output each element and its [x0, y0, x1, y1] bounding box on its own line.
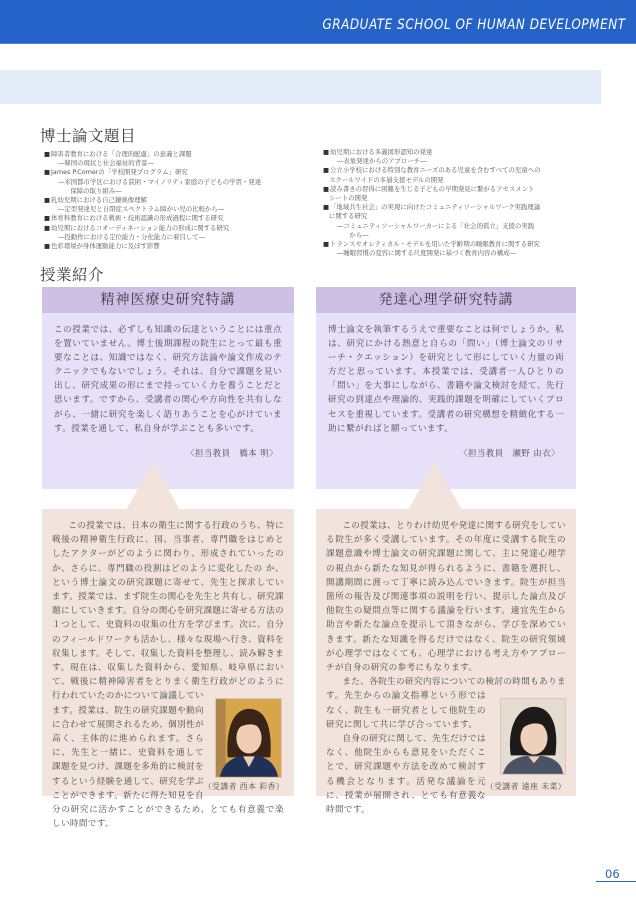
square-bullet-icon: ■	[44, 168, 51, 177]
thesis-subtitle-line: 保障の取り組み―	[64, 186, 122, 195]
course-title: 精神医療史研究特講	[42, 287, 294, 313]
thesis-item	[323, 203, 613, 240]
student-photo	[215, 698, 282, 778]
thesis-title-line: スクールワイドの多層支援モデルの開発	[329, 175, 444, 184]
thesis-title-line: ■乳幼児期における自己鏡映像理解	[44, 196, 147, 205]
student-comment-paragraph: 自身の研究に関して、先生だけではなく、他院生からも意見をいただくことで、研究課題や方法を改めて検討する機会となります。活発な議論を元に、授業が展開され、とても有意義な時間です。	[326, 734, 486, 816]
thesis-subtitle-line: ―韓国の現状と社会福祉的背景―	[58, 159, 154, 168]
square-bullet-icon: ■	[323, 148, 330, 156]
thesis-title-line: ■公立小学校における特別な教育ニーズのある児童を含むすべての児童への	[323, 166, 541, 175]
thesis-subtitle-line: ―表象発達からのアプローチ―	[337, 157, 427, 166]
speech-pointer	[408, 462, 462, 510]
student-name: （受講者 遠座 未菜）	[485, 782, 566, 791]
square-bullet-icon: ■	[323, 166, 330, 175]
student-comment-box	[316, 509, 576, 816]
thesis-item	[323, 148, 613, 166]
thesis-subtitle-line: ―定型発達児と自閉症スペクトラム障がい児の比較から―	[58, 205, 225, 214]
blue-band	[0, 70, 601, 104]
student-photo	[500, 698, 566, 775]
thesis-title-line: ■読み書きの習得に困難を生じる子どもの早期発見に繋がるアセスメント	[323, 184, 535, 193]
thesis-item	[323, 185, 613, 203]
square-bullet-icon: ■	[44, 196, 51, 205]
thesis-item	[323, 240, 613, 258]
course-description: この授業では、必ずしも知識の伝達ということには重点を置いていません。博士後期課程の院生にとって最も重要なことは、知識ではなく、研究方法論や論文作成のテクニックでもないでしょう。それは、自分で課題を見い出し、研究成果の形にまで持っていく力を養うことだと思います。ですから、受講者の関心や方向性を共有しながら、一緒に研究を楽しく語りあうことを心がけています。授業を通して、私自身が学ぶことも多いです。	[54, 325, 282, 434]
thesis-title-line: シートの開発	[329, 194, 368, 203]
thesis-title-line: ■体育科教育における戦術・技術認識の形成過程に関する研究	[44, 214, 224, 223]
thesis-item	[44, 150, 314, 168]
classes-heading: 授業紹介	[40, 266, 105, 284]
square-bullet-icon: ■	[44, 214, 51, 223]
thesis-item	[44, 168, 314, 196]
theses-heading: 博士論文題目	[40, 127, 137, 145]
portrait-image	[501, 699, 565, 774]
thesis-subtitle-line: ―コミュニティソーシャルワーカーによる「社会的孤立」支援の実践	[337, 221, 535, 230]
student-comment-box	[42, 509, 294, 830]
thesis-title-line: ■James P.Comerの「学校開発プログラム」研究	[44, 168, 188, 177]
teacher-name: 〈担当教員 瀬野 由衣〉	[459, 448, 560, 458]
thesis-subtitle-line: ―投動作における定位能力・分化能力に着目して―	[58, 232, 205, 241]
student-comment-paragraph: この授業は、とりわけ幼児や発達に関する研究をしている院生が多く受講しています。その年度に受講する院生の課題意識や博士論文の研究課題に関して、主に発達心理学の視点から新たな知見が得られるように、書籍を選択し、開講期間に渡って丁寧に読み込んでいきます。院生が担当箇所の報告及び関連事項の説明を行い、提示した論点及び他院生の疑問点等に関する議論を行います。適宜先生から助言や新たな論点を提示して頂きながら、学びを深めていきます。新たな知識を得るだけではなく、院生の研究領域が心理学ではなくても、心理学における考え方やアプローチが自身の研究の参考にもなります。	[326, 521, 566, 674]
portrait-image	[216, 699, 281, 777]
thesis-item	[44, 196, 314, 214]
student-comment-paragraph: また、各院生の研究内容についての検討の時間もあります。先生からの論文指導という形ではなく、院生も一研究者として他院生の研究に関して共に学び合っています。	[326, 677, 566, 730]
theses-list-right	[323, 148, 613, 258]
speech-pointer	[126, 462, 180, 510]
square-bullet-icon: ■	[323, 240, 330, 249]
square-bullet-icon: ■	[44, 223, 51, 232]
thesis-item	[323, 166, 613, 184]
teacher-name: 〈担当教員 橋本 明〉	[186, 448, 278, 458]
square-bullet-icon: ■	[44, 150, 51, 158]
thesis-title-line: ■幼児期におけるコオーディネーション能力の形成に関する研究	[44, 223, 230, 232]
thesis-item	[44, 214, 314, 223]
thesis-item	[44, 224, 314, 242]
thesis-title-line: ■色彩環境が身体運動能力に及ぼす影響	[44, 242, 160, 251]
thesis-title-line: に関する研究	[329, 212, 368, 221]
thesis-title-line: ■トランスセオレティカル・モデルを用いた学齢期の睡眠教育に関する研究	[323, 240, 540, 249]
square-bullet-icon: ■	[323, 184, 330, 193]
thesis-title-line: ■「地域共生社会」の実現に向けたコミュニティソーシャルワーク実践理論	[323, 203, 541, 212]
course-card-psychiatric-history	[42, 287, 294, 489]
course-description: 博士論文を執筆するうえで重要なことは何でしょうか。私は、研究にかける熱意と自らの「問い」（博士論文のリサーチ・クエッション）を研究として形にしていく力量の両方だと思っています。本授業では、受講者一人ひとりの「問い」を大事にしながら、書籍や論文検討を経て、先行研究の到達点や理論的、実践的課題を明確にしていくプロセスを重視しています。受講者の研究構想を精緻化する一助に繋がればと願っています。	[328, 325, 564, 434]
page-number: 06	[605, 867, 620, 881]
square-bullet-icon: ■	[44, 242, 51, 251]
square-bullet-icon: ■	[323, 203, 330, 212]
page-number-underline	[596, 881, 636, 882]
student-name: （受講者 西本 彩香）	[203, 782, 284, 791]
theses-list-left	[44, 150, 314, 251]
student-comment-paragraph: この授業では、日本の衛生に関する行政のうち、特に戦後の精神衛生行政に、国、当事者、専門職をはじめとしたアクターがどのように関わり、形成されていったのか、さらに、専門職の役割はどのように変化したの か、という博士論文の研究課題に寄せて、先生と探求しています。授業では、まず院生の関心を先生と共有し、研究課題にしていきます。自分の関心を研究課題に寄せる方法の１つとして、史資料の収集の仕方を学びます。次に、自分のフィールドワークも活かし、様々な現場へ行き、資料を収集します。そして、収集した資料を整理し、読み解きます。現在は、収集した資料から、愛知県、岐阜県において、戦後に精神障害者をとりまく衛生行政がどのように行われていたのかについて論議しています。授業は、院生の研究課題や動向に合わせて展開されるため、個別性が高く、主体的に進められます。さらに、先生と一緒に、史資料を通して課題を見つけ、課題を多角的に検討をするという経験を通して、研究を学ぶことができます。新たに得た知見を自分の研究に活かすことができるため、とても有意義で楽しい時間です。	[52, 521, 284, 830]
school-title: GRADUATE SCHOOL OF HUMAN DEVELOPMENT	[322, 17, 626, 33]
thesis-title-line: ■障害者教育における「合理的配慮」の意義と課題	[44, 150, 192, 158]
thesis-subtitle-line: から―	[343, 230, 369, 239]
thesis-title-line: ■幼児期における多義図形認知の発達	[323, 148, 433, 156]
thesis-item	[44, 242, 314, 251]
header-bar	[0, 0, 636, 44]
thesis-subtitle-line: ―睡眠習慣の変容に関する尺度開発に基づく教育内容の構成―	[337, 249, 516, 258]
course-title: 発達心理学研究特講	[316, 287, 576, 313]
thesis-subtitle-line: ―米国都市学区における貧困・マイノリティ家庭の子どもの学習・発達	[58, 177, 262, 186]
course-card-developmental-psychology	[316, 287, 576, 489]
